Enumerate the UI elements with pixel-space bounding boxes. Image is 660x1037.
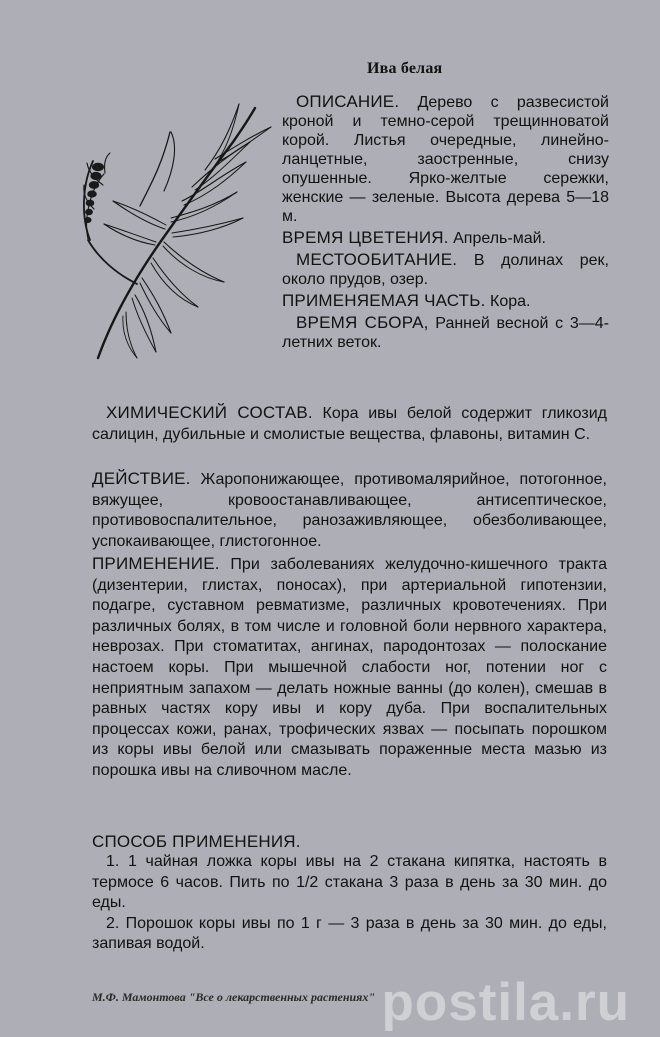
page-title: Ива белая — [367, 60, 443, 77]
willow-illustration — [70, 88, 280, 368]
collection-label: ВРЕМЯ СБОРА, — [296, 313, 429, 332]
watermark-logo: postila.ru — [381, 973, 630, 1032]
part-text: Кора. — [490, 293, 531, 310]
flowering-paragraph — [282, 228, 609, 248]
chemistry-label: ХИМИЧЕСКИЙ СОСТАВ. — [106, 403, 313, 422]
method-item-2: 2. Порошок коры ивы по 1 г — 3 раза в день за 30 мин. до еды, запивая водой. — [92, 914, 607, 952]
method-list — [92, 852, 607, 955]
flowering-label: ВРЕМЯ ЦВЕТЕНИЯ. — [282, 228, 449, 247]
action-label: ДЕЙСТВИЕ. — [92, 469, 191, 488]
description-text: Дерево с развесистой кроной и темно-серой трещинноватой корой. Листья очередные, линейно-ланцетные, заостренные, снизу опушенные. Ярко-желтые сережки, женские — зеленые. Высота дерева 5—18 м. — [282, 94, 609, 225]
chemistry-paragraph — [92, 403, 607, 445]
chemistry-text: Кора ивы белой содержит гликозид салицин, дубильные и смолистые вещества, флавоны, витамин С. — [92, 405, 607, 443]
action-text: Жаропонижающее, противомалярийное, потогонное, вяжущее, кровоостанавливающее, антисептическое, противовоспалительное, ранозаживляющее, обезболивающее, успокаивающее, глистогонное. — [92, 471, 607, 550]
source-footer: М.Ф. Мамонтова "Все о лекарственных растениях" — [92, 990, 375, 1004]
habitat-label: МЕСТООБИТАНИЕ. — [296, 250, 458, 269]
part-paragraph — [282, 291, 609, 311]
habitat-text: В долинах рек, около прудов, озер. — [282, 252, 609, 288]
application-label: ПРИМЕНЕНИЕ. — [92, 554, 220, 573]
action-paragraph — [92, 469, 607, 552]
collection-paragraph — [282, 313, 609, 352]
flowering-text: Апрель-май. — [453, 230, 546, 247]
part-label: ПРИМЕНЯЕМАЯ ЧАСТЬ. — [282, 291, 486, 310]
description-paragraph — [282, 92, 609, 226]
collection-text: Ранней весной с 3—4-летних веток. — [282, 315, 609, 351]
application-text: При заболеваниях желудочно-кишечного тракта (дизентерии, глистах, поносах), при артериальной гипотензии, подагре, суставном ревматизме, различных кровотечениях. При различных болях, в том числе и головной боли нервного характера, неврозах. При стоматитах, ангинах, пародонтозах — полоскание настоем коры. При мышечной слабости ног, потении ног с неприятным запахом — делать ножные ванны (до колен), смешав в равных частях кору ивы и кору дуба. При воспалительных процессах кожи, ранах, трофических язвах — посыпать порошком из коры ивы белой или смазывать пораженные места мазью из порошка ивы на сливочном масле. — [92, 556, 607, 779]
method-title: СПОСОБ ПРИМЕНЕНИЯ. — [92, 832, 301, 851]
description-label: ОПИСАНИЕ. — [296, 92, 400, 111]
application-paragraph — [92, 554, 607, 782]
method-item-1: 1. 1 чайная ложка коры ивы на 2 стакана кипятка, настоять в термосе 6 часов. Пить по 1/2 стакана 3 раза в день за 30 мин. до еды. — [92, 853, 607, 911]
right-column-text — [282, 92, 609, 352]
habitat-paragraph — [282, 250, 609, 289]
